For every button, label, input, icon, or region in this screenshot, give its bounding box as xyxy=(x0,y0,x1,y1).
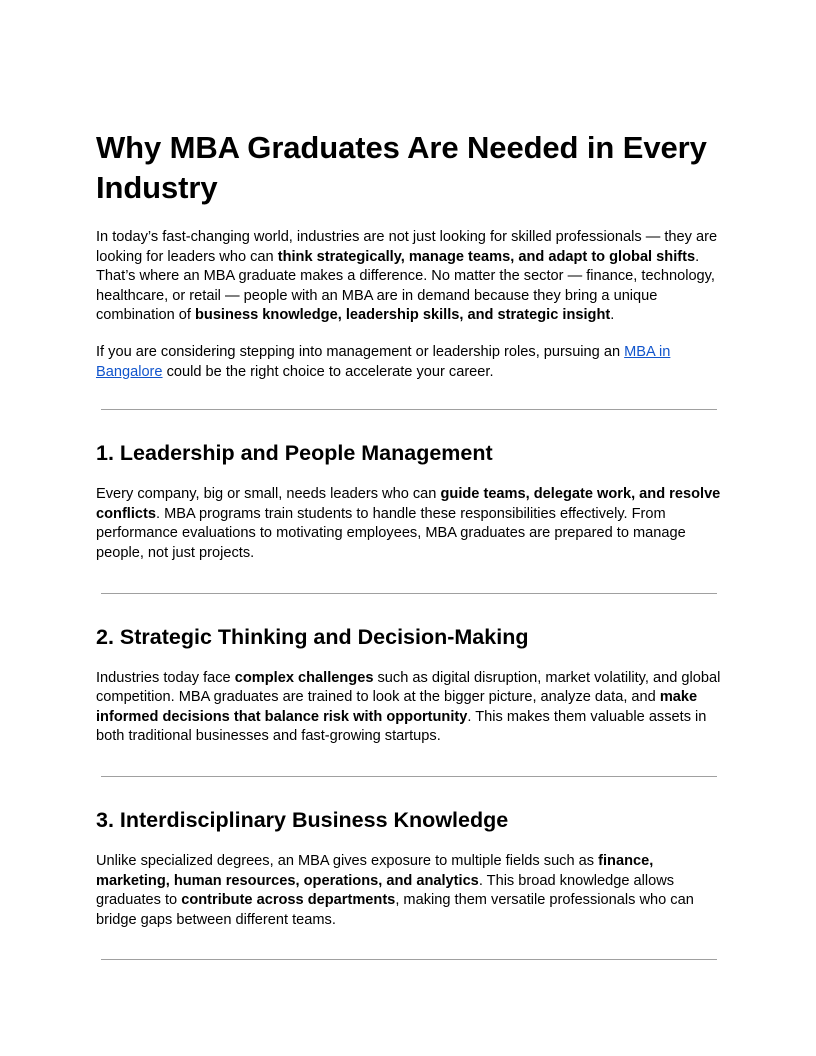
intro-text: If you are considering stepping into management or leadership roles, pursuing an xyxy=(96,343,625,360)
mba-bangalore-link[interactable]: MBA in Bangalore xyxy=(96,343,671,380)
section-paragraph-interdisciplinary xyxy=(96,852,722,930)
section-text: , making them versatile professionals who can bridge gaps between different teams. xyxy=(96,892,694,928)
section-heading-strategic: 2. Strategic Thinking and Decision-Making xyxy=(96,624,529,649)
intro-bold-text: think strategically, manage teams, and adapt to global shifts xyxy=(277,248,696,265)
intro-text: . That’s where an MBA graduate makes a difference. No matter the sector — finance, technology, healthcare, or retail — people with an MBA are in demand because they bring a unique combination of xyxy=(96,248,715,324)
section-text: . This makes them valuable assets in both traditional businesses and fast-growing startups. xyxy=(96,708,707,745)
section-divider xyxy=(101,959,717,960)
section-text: Industries today face xyxy=(96,669,235,686)
page-title: Why MBA Graduates Are Needed in Every Industry xyxy=(96,130,707,205)
section-bold-text: guide teams, delegate work, and resolve conflicts xyxy=(96,486,721,522)
intro-paragraph-2 xyxy=(96,343,722,382)
section-text: . This broad knowledge allows graduates to xyxy=(96,872,675,909)
section-bold-text: finance, marketing, human resources, operations, and analytics xyxy=(96,852,654,889)
intro-paragraph xyxy=(96,228,722,326)
section-text: Every company, big or small, needs leaders who can xyxy=(96,486,441,503)
section-bold-text: complex challenges xyxy=(234,669,374,686)
intro-bold-text: business knowledge, leadership skills, and strategic insight xyxy=(194,307,611,324)
intro-text: . xyxy=(610,307,615,324)
section-bold-text: make informed decisions that balance risk with opportunity xyxy=(96,689,698,725)
document-page xyxy=(96,128,722,960)
section-bold-text: contribute across departments xyxy=(181,892,396,909)
section-paragraph-leadership xyxy=(96,485,722,563)
intro-text: could be the right choice to accelerate your career. xyxy=(162,363,494,380)
section-heading-leadership: 1. Leadership and People Management xyxy=(96,441,493,466)
section-paragraph-strategic xyxy=(96,669,722,747)
section-heading-interdisciplinary: 3. Interdisciplinary Business Knowledge xyxy=(96,807,509,832)
section-text: . MBA programs train students to handle these responsibilities effectively. From performance evaluations to motivating employees, MBA graduates are prepared to manage people, not just projects. xyxy=(96,505,686,561)
section-text: such as digital disruption, market volatility, and global competition. MBA graduates are trained to look at the bigger picture, analyze data, and xyxy=(96,669,721,706)
intro-text: In today’s fast-changing world, industries are not just looking for skilled professionals — they are looking for leaders who can xyxy=(96,229,718,265)
section-text: Unlike specialized degrees, an MBA gives exposure to multiple fields such as xyxy=(96,852,599,869)
